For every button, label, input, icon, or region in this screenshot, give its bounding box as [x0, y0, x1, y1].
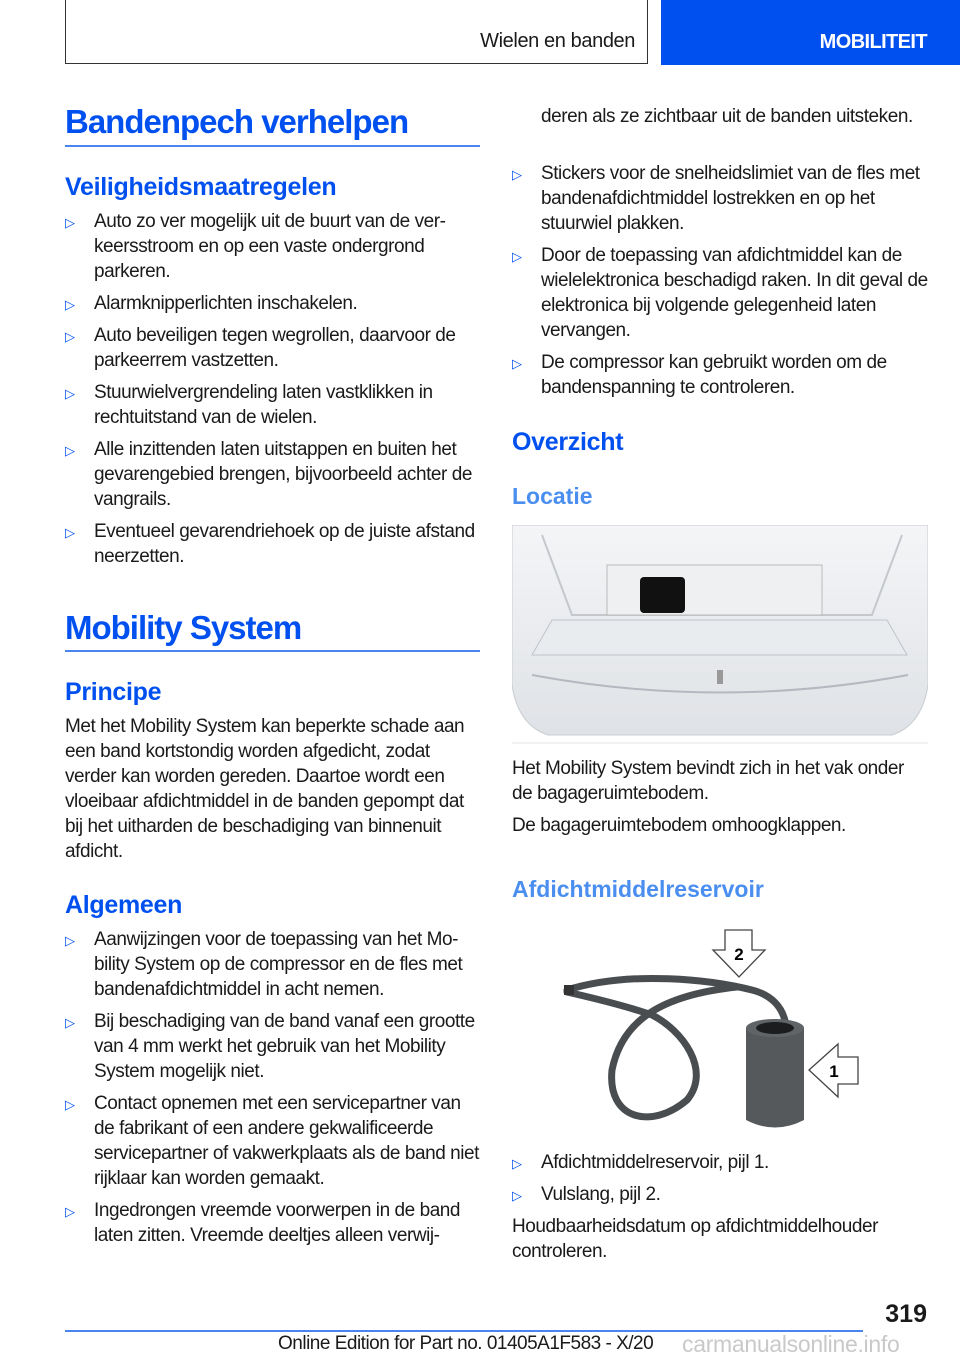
mobility-rule	[65, 650, 480, 652]
list-item: ▷ Afdichtmiddelreservoir, pijl 1.	[512, 1150, 932, 1175]
safety-list	[65, 209, 485, 576]
bullet-triangle-icon: ▷	[65, 386, 75, 401]
bullet-triangle-icon: ▷	[65, 1204, 75, 1219]
page-number: 319	[885, 1300, 927, 1328]
bullet-triangle-icon: ▷	[65, 215, 75, 230]
list-item: ▷ Eventueel gevarendriehoek op de juiste afstand neerzetten.	[65, 521, 475, 567]
list-item: ▷ Contact opnemen met een servicepartner van de fabrikant of een andere gekwalificeerde servicepartner of vakwerkplaats als de band niet rijklaar kan worden gemaakt.	[65, 1093, 480, 1189]
list-item: ▷ Bij beschadiging van de band vanaf een grootte van 4 mm werkt het gebruik van het Mobility System mogelijk niet.	[65, 1011, 475, 1082]
continued-text: deren als ze zichtbaar uit de banden uitsteken.	[541, 106, 913, 127]
bullet-triangle-icon: ▷	[65, 297, 75, 312]
list-item: ▷ Vulslang, pijl 2.	[512, 1182, 932, 1207]
header-chapter-tab	[661, 0, 960, 65]
edition-text: Online Edition for Part no. 01405A1F583 - X/20	[278, 1333, 654, 1354]
general-list	[65, 927, 485, 1255]
list-item: ▷ Auto beveiligen tegen wegrollen, daarvoor de parkeerrem vastzetten.	[65, 325, 456, 371]
principle-heading: Principe	[65, 678, 162, 706]
location-heading: Locatie	[512, 483, 593, 509]
general-heading: Algemeen	[65, 891, 183, 919]
list-item: ▷ Stuurwielvergrendeling laten vastklikken in rechtuitstand van de wielen.	[65, 382, 433, 428]
trunk-floor-image	[512, 525, 928, 747]
list-item: ▷ Auto zo ver mogelijk uit de buurt van de verkeersstroom en op een vaste ondergrond parkeren.	[65, 211, 446, 282]
page-title: Bandenpech verhelpen	[65, 103, 409, 140]
list-item: ▷ Ingedrongen vreemde voorwerpen in de band laten zitten. Vreemde deeltjes alleen verwij-	[65, 1200, 461, 1246]
mobility-kit-box	[640, 577, 685, 613]
bullet-triangle-icon: ▷	[65, 329, 75, 344]
reservoir-bottle	[746, 1023, 804, 1128]
right-list	[512, 161, 932, 407]
bullet-triangle-icon: ▷	[65, 443, 75, 458]
bullet-triangle-icon: ▷	[65, 1097, 75, 1112]
header-section-box	[65, 0, 648, 64]
title-rule	[65, 145, 480, 147]
principle-text: Met het Mobility System kan beperkte schade aan een band kortstondig worden afgedicht, zodat verder kan worden gereden. Daartoe wordt een vloeibaar afdichtmiddel in de banden gepompt dat bij het uitharden de beschadiging van binnenuit afdicht.	[65, 716, 465, 862]
list-item: ▷ Aanwijzingen voor de toepassing van het Mobility System op de compressor en de fles met bandenafdichtmiddel in acht nemen.	[65, 929, 463, 1000]
list-item: ▷ Alle inzittenden laten uitstappen en buiten het gevarengebied brengen, bijvoorbeeld achter de vangrails.	[65, 439, 472, 510]
bullet-triangle-icon: ▷	[65, 525, 75, 540]
reservoir-heading: Afdichtmiddelreservoir	[512, 876, 764, 902]
watermark: carmanualsonline.info	[682, 1331, 900, 1357]
bullet-triangle-icon: ▷	[512, 249, 522, 264]
reservoir-list	[512, 1150, 932, 1214]
overview-heading: Overzicht	[512, 428, 624, 456]
header-section-title: Wielen en banden	[480, 30, 635, 52]
list-item: ▷ Door de toepassing van afdichtmiddel kan de wielelektronica beschadigd raken. In dit geval de elektronica bij volgende gelegenheid laten vervangen.	[512, 245, 928, 341]
sealant-reservoir-image	[512, 920, 912, 1140]
safety-heading: Veiligheidsmaatregelen	[65, 173, 337, 201]
list-item: ▷ De compressor kan gebruikt worden om de bandenspanning te controleren.	[512, 352, 887, 398]
list-item: ▷ Alarmknipperlichten inschakelen.	[65, 291, 485, 316]
bullet-triangle-icon: ▷	[512, 167, 522, 182]
location-text-2: De bagageruimtebodem omhoogklappen.	[512, 815, 846, 836]
reservoir-note: Houdbaarheidsdatum op afdichtmiddelhouder controleren.	[512, 1216, 879, 1262]
bullet-triangle-icon: ▷	[65, 1015, 75, 1030]
mobility-system-title: Mobility System	[65, 609, 302, 646]
bullet-triangle-icon: ▷	[512, 356, 522, 371]
arrow-2-label: 2	[734, 945, 744, 964]
location-text-1: Het Mobility System bevindt zich in het vak onder de bagageruimtebodem.	[512, 758, 904, 804]
bullet-triangle-icon: ▷	[512, 1156, 522, 1171]
chapter-label: MOBILITEIT	[819, 31, 927, 53]
list-item: ▷ Stickers voor de snelheidslimiet van de fles met bandenafdichtmiddel lostrekken en op het stuurwiel plakken.	[512, 163, 920, 234]
arrow-1-label: 1	[829, 1062, 839, 1081]
bullet-triangle-icon: ▷	[512, 1188, 522, 1203]
bullet-triangle-icon: ▷	[65, 933, 75, 948]
